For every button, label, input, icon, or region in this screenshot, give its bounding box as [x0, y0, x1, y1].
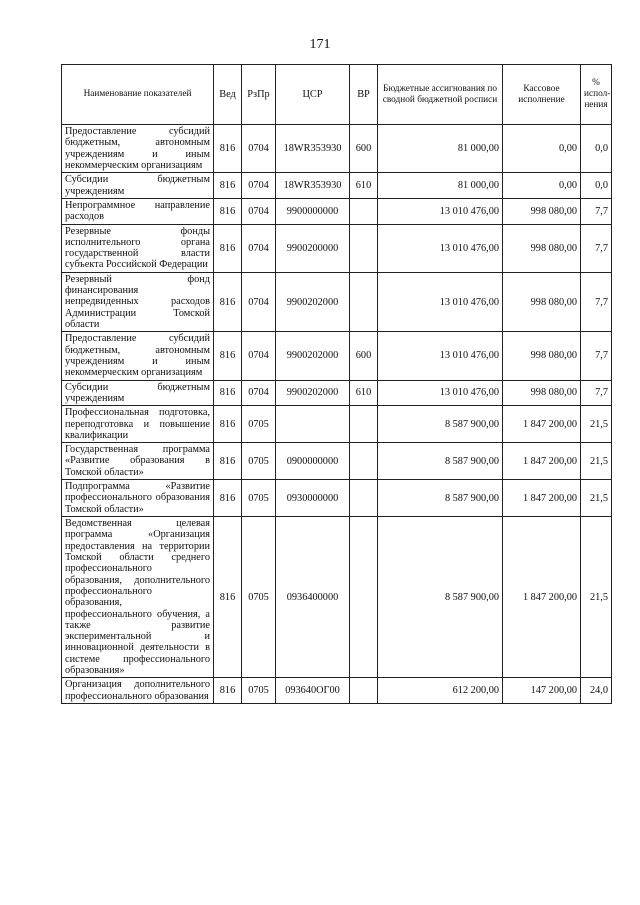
row-budget: 8 587 900,00 [378, 517, 503, 678]
row-ved: 816 [214, 406, 242, 443]
row-pct: 7,7 [581, 272, 612, 332]
row-budget: 13 010 476,00 [378, 272, 503, 332]
row-vr: 600 [350, 332, 378, 380]
row-csr: 9900202000 [276, 272, 350, 332]
row-budget: 81 000,00 [378, 125, 503, 173]
row-name: Предоставление субсидий бюджетным, автономным учреждениям и иным некоммерческим организациям [62, 125, 214, 173]
row-ved: 816 [214, 272, 242, 332]
table-row [62, 380, 612, 406]
row-rzpr: 0705 [242, 517, 276, 678]
row-csr: 9900200000 [276, 224, 350, 272]
row-budget: 13 010 476,00 [378, 198, 503, 224]
row-name: Непрограммное направление расходов [62, 198, 214, 224]
header-cash: Кассовое исполнение [503, 65, 581, 125]
table-row [62, 173, 612, 199]
row-budget: 612 200,00 [378, 678, 503, 704]
row-rzpr: 0705 [242, 678, 276, 704]
row-rzpr: 0705 [242, 443, 276, 480]
row-ved: 816 [214, 443, 242, 480]
header-budget: Бюджетные ассигнования по сводной бюджетной росписи [378, 65, 503, 125]
row-rzpr: 0704 [242, 224, 276, 272]
row-csr: 093640ОГ00 [276, 678, 350, 704]
row-vr [350, 272, 378, 332]
row-vr [350, 480, 378, 517]
row-pct: 24,0 [581, 678, 612, 704]
row-vr: 610 [350, 173, 378, 199]
row-ved: 816 [214, 173, 242, 199]
row-budget: 8 587 900,00 [378, 406, 503, 443]
row-cash: 998 080,00 [503, 332, 581, 380]
row-csr: 0930000000 [276, 480, 350, 517]
row-csr: 0936400000 [276, 517, 350, 678]
table-row [62, 406, 612, 443]
row-cash: 998 080,00 [503, 272, 581, 332]
row-pct: 21,5 [581, 517, 612, 678]
row-cash: 1 847 200,00 [503, 517, 581, 678]
row-name: Организация дополнительного профессионального образования [62, 678, 214, 704]
row-rzpr: 0705 [242, 406, 276, 443]
table-row [62, 125, 612, 173]
row-name: Профессиональная подготовка, переподготовка и повышение квалификации [62, 406, 214, 443]
table-row [62, 198, 612, 224]
table-row [62, 272, 612, 332]
row-budget: 13 010 476,00 [378, 380, 503, 406]
table-row [62, 517, 612, 678]
header-rzpr: РзПр [242, 65, 276, 125]
row-budget: 8 587 900,00 [378, 480, 503, 517]
row-name: Резервный фонд финансирования непредвиденных расходов Администрации Томской области [62, 272, 214, 332]
row-pct: 0,0 [581, 125, 612, 173]
row-vr [350, 198, 378, 224]
table-row [62, 678, 612, 704]
row-ved: 816 [214, 224, 242, 272]
row-csr: 0900000000 [276, 443, 350, 480]
row-csr: 18WR353930 [276, 173, 350, 199]
row-name: Ведомственная целевая программа «Организация предоставления на территории Томской области среднего профессионального образования, дополнительного профессионального образования, профессионального обучения, а также развитие экспериментальной и инновационной деятельности в системе профессионального образования» [62, 517, 214, 678]
row-budget: 13 010 476,00 [378, 224, 503, 272]
row-pct: 21,5 [581, 443, 612, 480]
header-ved: Вед [214, 65, 242, 125]
row-ved: 816 [214, 517, 242, 678]
row-vr: 610 [350, 380, 378, 406]
row-csr: 9900000000 [276, 198, 350, 224]
row-name: Подпрограмма «Развитие профессионального образования Томской области» [62, 480, 214, 517]
row-csr: 9900202000 [276, 380, 350, 406]
row-vr [350, 406, 378, 443]
table-row [62, 443, 612, 480]
header-pct: % испол- нения [581, 65, 612, 125]
row-name: Предоставление субсидий бюджетным, автономным учреждениям и иным некоммерческим организациям [62, 332, 214, 380]
row-pct: 21,5 [581, 406, 612, 443]
row-vr [350, 443, 378, 480]
row-cash: 1 847 200,00 [503, 443, 581, 480]
header-vr: ВР [350, 65, 378, 125]
row-csr: 9900202000 [276, 332, 350, 380]
row-cash: 998 080,00 [503, 380, 581, 406]
row-name: Субсидии бюджетным учреждениям [62, 173, 214, 199]
row-pct: 7,7 [581, 224, 612, 272]
header-csr: ЦСР [276, 65, 350, 125]
row-name: Государственная программа «Развитие образования в Томской области» [62, 443, 214, 480]
budget-execution-table [61, 64, 612, 704]
row-rzpr: 0704 [242, 332, 276, 380]
row-pct: 21,5 [581, 480, 612, 517]
row-rzpr: 0704 [242, 380, 276, 406]
row-rzpr: 0705 [242, 480, 276, 517]
row-rzpr: 0704 [242, 272, 276, 332]
row-ved: 816 [214, 480, 242, 517]
row-csr [276, 406, 350, 443]
row-budget: 13 010 476,00 [378, 332, 503, 380]
row-cash: 1 847 200,00 [503, 406, 581, 443]
row-rzpr: 0704 [242, 198, 276, 224]
row-vr [350, 517, 378, 678]
row-cash: 998 080,00 [503, 224, 581, 272]
row-pct: 0,0 [581, 173, 612, 199]
page-number: 171 [309, 37, 331, 52]
header-name: Наименование показателей [62, 65, 214, 125]
row-ved: 816 [214, 380, 242, 406]
row-name: Субсидии бюджетным учреждениям [62, 380, 214, 406]
row-ved: 816 [214, 198, 242, 224]
row-cash: 1 847 200,00 [503, 480, 581, 517]
row-rzpr: 0704 [242, 173, 276, 199]
row-name: Резервные фонды исполнительного органа государственной власти субъекта Российской Федерации [62, 224, 214, 272]
row-vr: 600 [350, 125, 378, 173]
row-vr [350, 224, 378, 272]
row-cash: 998 080,00 [503, 198, 581, 224]
row-ved: 816 [214, 678, 242, 704]
row-budget: 8 587 900,00 [378, 443, 503, 480]
row-budget: 81 000,00 [378, 173, 503, 199]
table-row [62, 480, 612, 517]
row-ved: 816 [214, 125, 242, 173]
table-row [62, 332, 612, 380]
row-vr [350, 678, 378, 704]
row-rzpr: 0704 [242, 125, 276, 173]
row-cash: 147 200,00 [503, 678, 581, 704]
row-ved: 816 [214, 332, 242, 380]
row-pct: 7,7 [581, 332, 612, 380]
row-pct: 7,7 [581, 380, 612, 406]
row-pct: 7,7 [581, 198, 612, 224]
table-row [62, 224, 612, 272]
row-cash: 0,00 [503, 125, 581, 173]
row-cash: 0,00 [503, 173, 581, 199]
table-header-row [62, 65, 612, 125]
row-csr: 18WR353930 [276, 125, 350, 173]
